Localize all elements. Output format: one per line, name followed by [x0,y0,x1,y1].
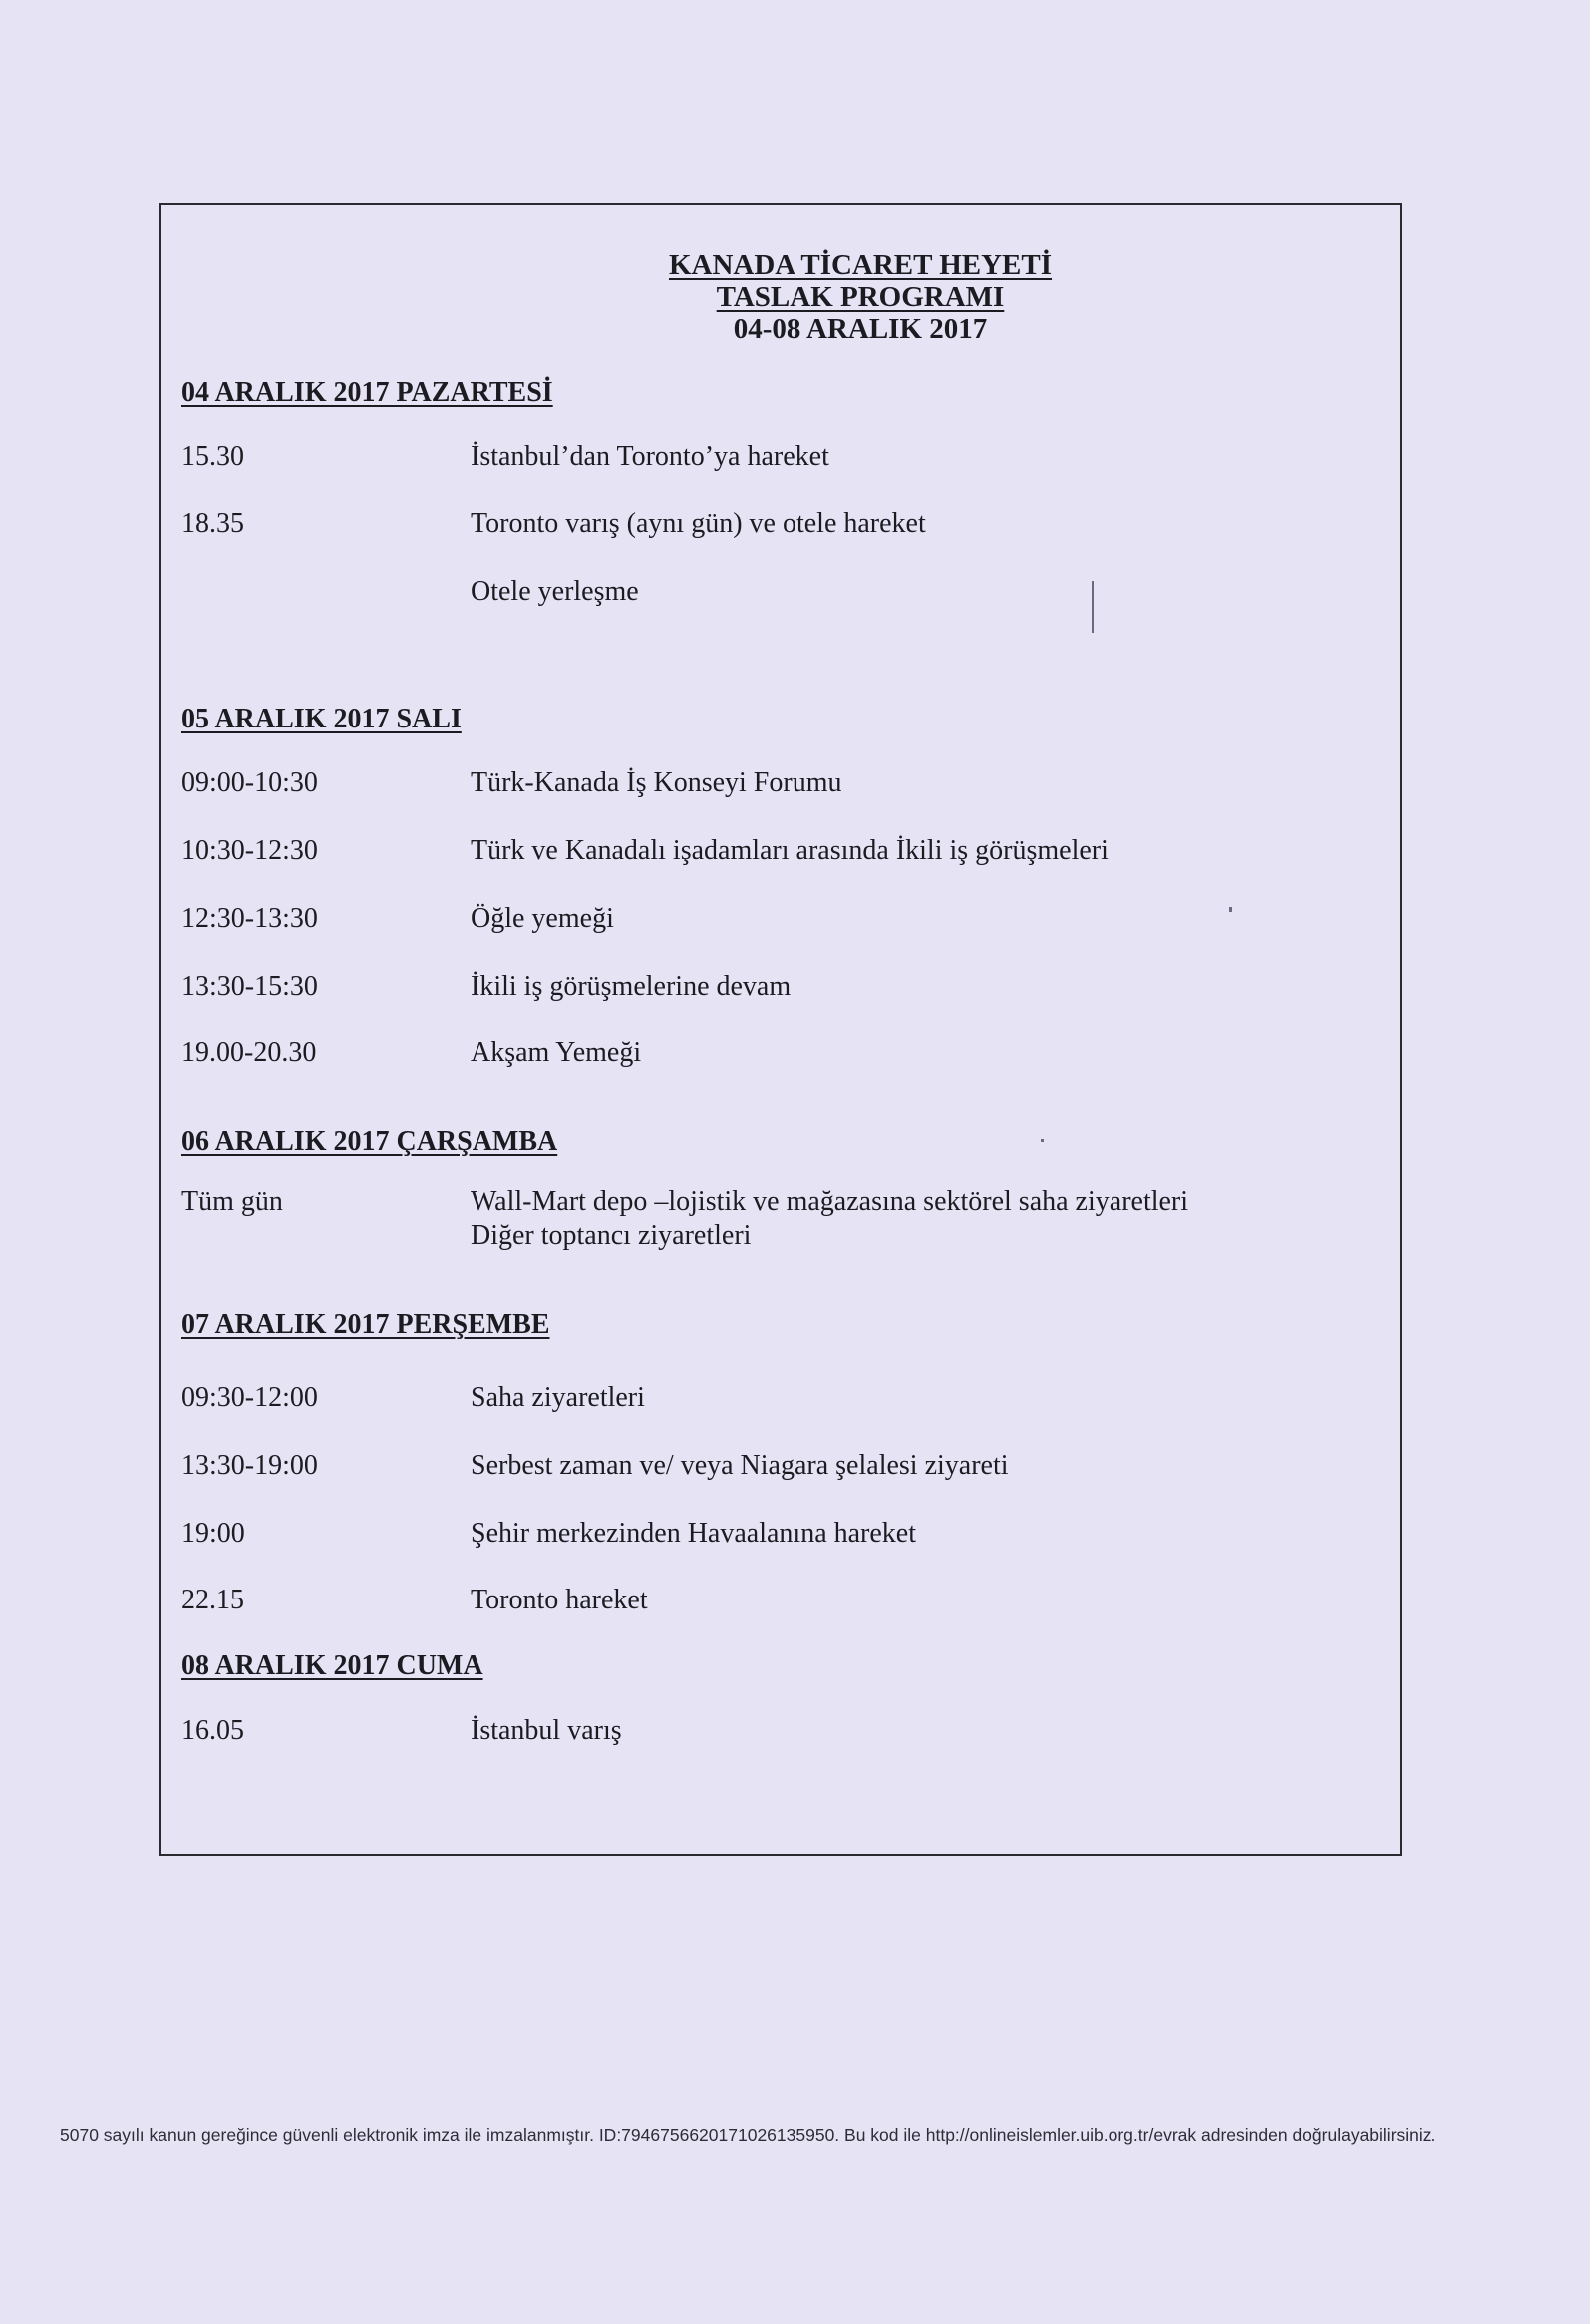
schedule-time: 19.00-20.30 [181,1037,317,1068]
schedule-activity: Wall-Mart depo –lojistik ve mağazasına sektörel saha ziyaretleri [471,1186,1189,1217]
schedule-time: 13:30-15:30 [181,971,318,1002]
schedule-activity: Saha ziyaretleri [471,1382,645,1413]
day-heading: 08 ARALIK 2017 CUMA [181,1650,483,1681]
schedule-activity: Öğle yemeği [471,903,614,934]
scan-mark [1041,1139,1044,1142]
schedule-activity: Akşam Yemeği [471,1037,642,1068]
schedule-time: 19:00 [181,1518,245,1549]
schedule-time: 09:30-12:00 [181,1382,318,1413]
day-heading: 04 ARALIK 2017 PAZARTESİ [181,377,553,408]
schedule-time: 15.30 [181,441,244,472]
schedule-time: 09:00-10:30 [181,767,318,798]
day-heading: 06 ARALIK 2017 ÇARŞAMBA [181,1126,558,1157]
schedule-activity: Toronto hareket [471,1585,648,1615]
schedule-time: Tüm gün [181,1186,283,1217]
schedule-time: 22.15 [181,1585,244,1615]
schedule-activity: Diğer toptancı ziyaretleri [471,1220,752,1251]
title-line-1: KANADA TİCARET HEYETİ [668,249,1053,281]
day-heading: 07 ARALIK 2017 PERŞEMBE [181,1309,550,1340]
schedule-activity: Türk ve Kanadalı işadamları arasında İkili iş görüşmeleri [471,835,1109,866]
schedule-activity: İstanbul’dan Toronto’ya hareket [471,441,829,472]
program-frame [159,203,1402,1856]
day-heading: 05 ARALIK 2017 SALI [181,704,462,734]
schedule-time: 18.35 [181,508,244,539]
schedule-time: 10:30-12:30 [181,835,318,866]
schedule-activity: Şehir merkezinden Havaalanına hareket [471,1518,917,1549]
document-title [161,249,1400,345]
schedule-activity: İkili iş görüşmelerine devam [471,971,792,1002]
scan-mark [1092,581,1094,633]
schedule-activity: Türk-Kanada İş Konseyi Forumu [471,767,842,798]
schedule-time: 12:30-13:30 [181,903,318,934]
schedule-time: 13:30-19:00 [181,1450,318,1481]
schedule-activity: İstanbul varış [471,1715,622,1746]
e-signature-footer: 5070 sayılı kanun gereğince güvenli elektronik imza ile imzalanmıştır. ID:7946756620171026135950. Bu kod ile http://onlineislemler.uib.org.tr/evrak adresinden doğrulayabilirsiniz. [60,2125,1436,2145]
schedule-activity: Toronto varış (aynı gün) ve otele hareket [471,508,926,539]
schedule-time: 16.05 [181,1715,244,1746]
schedule-activity: Otele yerleşme [471,576,639,607]
scan-mark [1229,907,1232,912]
title-line-2: TASLAK PROGRAMI [716,281,1005,313]
schedule-activity: Serbest zaman ve/ veya Niagara şelalesi ziyareti [471,1450,1009,1481]
title-line-3: 04-08 ARALIK 2017 [733,313,988,345]
